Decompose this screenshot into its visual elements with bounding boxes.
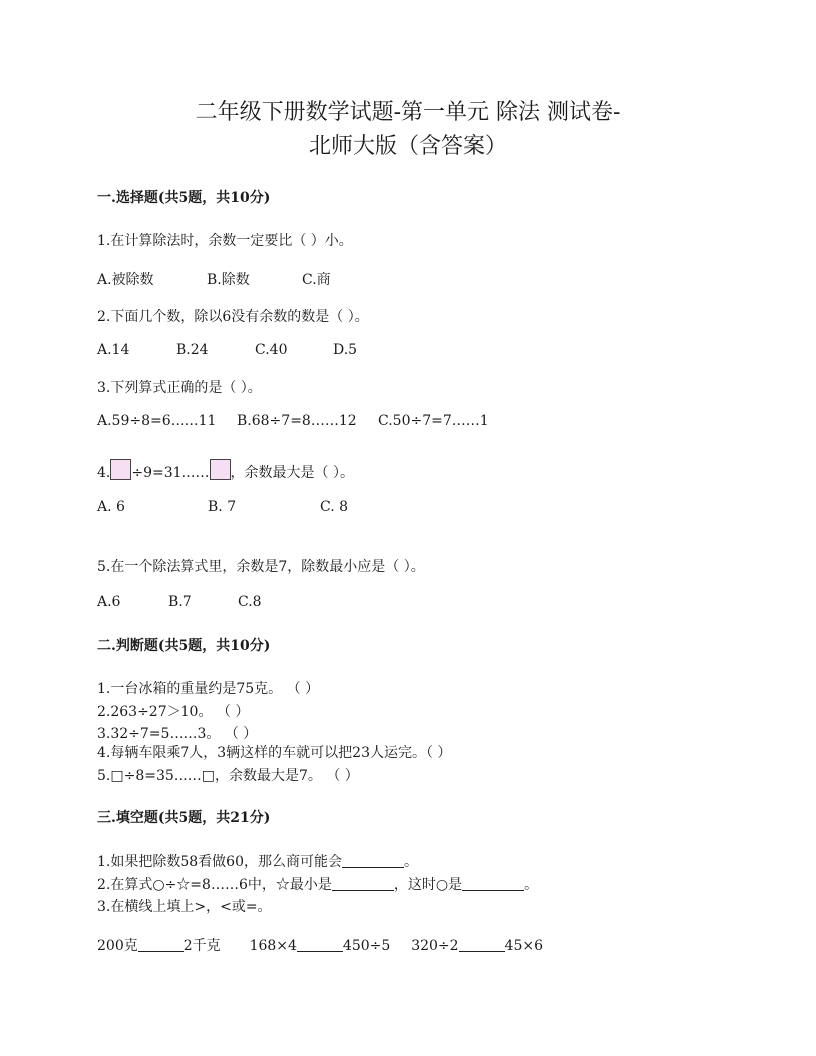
fill-question-1	[97, 851, 418, 871]
section-2-heading: 二.判断题(共5题，共10分)	[97, 638, 271, 654]
option-1-1-a: A.被除数	[97, 272, 154, 288]
answer-blank	[297, 937, 343, 952]
option-1-2-c: C.40	[255, 342, 288, 358]
question-1-4-number: 4.	[97, 465, 111, 481]
question-1-3: 3.下列算式正确的是（ ）。	[97, 380, 262, 396]
blank-box-dividend	[110, 459, 131, 480]
fill-question-1-text: 1.如果把除数58看做60，那么商可能会	[97, 854, 342, 870]
question-1-4-middle: ÷9=31……	[131, 465, 210, 481]
judgment-item-2: 2.263÷27＞10。 （ ）	[97, 704, 250, 720]
question-1-1: 1.在计算除法时，余数一定要比（ ）小。	[97, 233, 353, 249]
question-1-2: 2.下面几个数，除以6没有余数的数是（ ）。	[97, 309, 369, 325]
option-1-2-d: D.5	[333, 342, 358, 358]
option-1-3-b: B.68÷7=8……12	[237, 413, 357, 429]
question-1-5: 5.在一个除法算式里，余数是7，除数最小应是（ ）。	[97, 559, 425, 575]
option-1-1-b: B.除数	[207, 272, 250, 288]
answer-blank	[332, 876, 394, 891]
section-3-heading: 三.填空题(共5题，共21分)	[97, 810, 271, 826]
compare-3-left: 320÷2	[411, 938, 459, 954]
compare-2-left: 168×4	[249, 938, 297, 954]
fill-question-2-mid: ，这时○是	[393, 877, 463, 893]
option-1-5-b: B.7	[168, 594, 192, 610]
option-1-3-a: A.59÷8=6……11	[97, 413, 217, 429]
compare-1-left: 200克	[97, 938, 138, 954]
option-1-5-c: C.8	[238, 594, 262, 610]
answer-blank	[342, 853, 404, 868]
option-1-1-c: C.商	[302, 272, 331, 288]
title-line-2: 北师大版（含答案）	[308, 134, 507, 159]
compare-3-right: 45×6	[504, 938, 543, 954]
title-line-1: 二年级下册数学试题-第一单元 除法 测试卷-	[195, 100, 621, 125]
fill-question-2-end: 。	[524, 877, 539, 893]
question-1-4-end: ，余数最大是（ ）。	[230, 465, 354, 481]
blank-box-remainder	[210, 459, 231, 480]
fill-question-1-end: 。	[404, 854, 418, 870]
judgment-item-4: 4.每辆车限乘7人，3辆这样的车就可以把23人运完。（ ）	[97, 745, 452, 761]
option-1-5-a: A.6	[97, 594, 121, 610]
option-1-4-b: B. 7	[208, 499, 237, 515]
option-1-2-a: A.14	[97, 342, 130, 358]
answer-blank	[138, 937, 184, 952]
option-1-4-c: C. 8	[320, 499, 349, 515]
compare-2-right: 450÷5	[342, 938, 391, 954]
comparison-row	[97, 935, 543, 955]
option-1-3-c: C.50÷7=7……1	[378, 413, 489, 429]
answer-blank	[459, 937, 505, 952]
fill-question-2-text: 2.在算式○÷☆=8……6中，☆最小是	[97, 877, 332, 893]
compare-1-right: 2千克	[183, 938, 221, 954]
fill-question-3: 3.在横线上填上>，<或=。	[97, 899, 272, 915]
question-1-4	[97, 459, 354, 482]
section-1-heading: 一.选择题(共5题，共10分)	[97, 190, 271, 206]
judgment-item-1: 1.一台冰箱的重量约是75克。 （ ）	[97, 681, 320, 697]
judgment-item-3: 3.32÷7=5……3。 （ ）	[97, 726, 258, 742]
option-1-2-b: B.24	[176, 342, 209, 358]
answer-blank	[462, 876, 524, 891]
judgment-item-5: 5.□÷8=35……□，余数最大是7。 （ ）	[97, 768, 359, 784]
fill-question-2	[97, 874, 538, 894]
option-1-4-a: A. 6	[97, 499, 125, 515]
